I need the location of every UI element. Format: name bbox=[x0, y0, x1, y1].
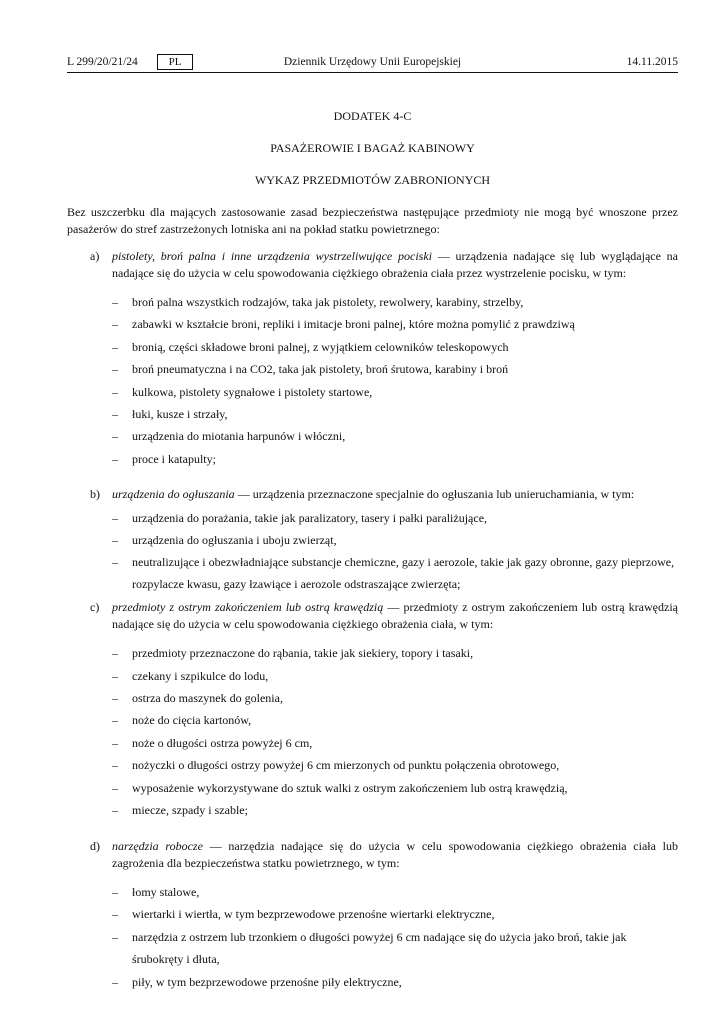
list-item-text: urządzenia do miotania harpunów i włóczni, bbox=[132, 429, 346, 444]
list-item-text: piły, w tym bezprzewodowe przenośne piły elektryczne, bbox=[132, 974, 402, 989]
list-item bbox=[112, 903, 678, 926]
list-bullet: – bbox=[112, 929, 118, 944]
header-rule bbox=[67, 72, 678, 73]
list-item bbox=[112, 665, 678, 687]
list-item-text: broń palna wszystkich rodzajów, taka jak pistolety, rewolwery, karabiny, strzelby, bbox=[132, 295, 524, 309]
list-bullet: – bbox=[112, 317, 118, 332]
list-bullet: – bbox=[112, 735, 118, 750]
section-heading bbox=[112, 486, 678, 503]
section-heading bbox=[112, 599, 678, 633]
section-label: d) bbox=[90, 838, 100, 853]
intro-paragraph: Bez uszczerbku dla mających zastosowanie zasad bezpieczeństwa następujące przedmioty nie mogą być wnoszone przez pasażerów do stref zastrzeżonych lotniska ani na pokład statku powietrznego: bbox=[67, 205, 678, 236]
list-item-text: ostrza do maszynek do golenia, bbox=[132, 691, 283, 706]
list-item-text: miecze, szpady i szable; bbox=[132, 803, 248, 818]
section-title: narzędzia robocze bbox=[112, 838, 203, 853]
journal-title: Dziennik Urzędowy Unii Europejskiej bbox=[283, 56, 462, 68]
list-item bbox=[112, 313, 678, 335]
list-bullet: – bbox=[112, 691, 118, 706]
list-item bbox=[112, 507, 678, 529]
section-heading bbox=[112, 838, 678, 872]
list-bullet: – bbox=[112, 429, 118, 444]
section-label: a) bbox=[90, 249, 100, 263]
section-title: urządzenia do ogłuszania bbox=[112, 487, 235, 502]
list-bullet: – bbox=[112, 295, 118, 309]
list-item-text: bronią, części składowe broni palnej, z wyjątkiem celowników teleskopowych bbox=[132, 339, 509, 354]
list-bullet: – bbox=[112, 884, 118, 899]
list-bullet: – bbox=[112, 974, 118, 989]
list-item bbox=[112, 754, 678, 776]
list-bullet: – bbox=[112, 533, 118, 548]
list-bullet: – bbox=[112, 758, 118, 773]
section-label: c) bbox=[90, 600, 100, 615]
section-title: przedmioty z ostrym zakończeniem lub ostrą krawędzią bbox=[112, 600, 384, 615]
list-item bbox=[112, 926, 678, 971]
list-item-text: nożyczki o długości ostrzy powyżej 6 cm mierzonych od punktu połączenia obrotowego, bbox=[132, 758, 560, 773]
item-list bbox=[112, 642, 678, 821]
list-item bbox=[112, 732, 678, 754]
section-c bbox=[67, 599, 678, 821]
list-bullet: – bbox=[112, 803, 118, 818]
list-item-text: łuki, kusze i strzały, bbox=[132, 407, 228, 422]
list-bullet: – bbox=[112, 668, 118, 683]
list-bullet: – bbox=[112, 511, 118, 526]
list-bullet: – bbox=[112, 384, 118, 399]
section-description: — narzędzia nadające się do użycia w celu spowodowania ciężkiego obrażenia ciała lub zagrożenia dla bezpieczeństwa statku powietrznego, w tym: bbox=[112, 838, 679, 870]
list-item bbox=[112, 381, 678, 403]
section-b bbox=[67, 486, 678, 595]
list-item-text: przedmioty przeznaczone do rąbania, takie jak siekiery, topory i tasaki, bbox=[132, 646, 474, 661]
list-item bbox=[112, 529, 678, 551]
document-body bbox=[67, 204, 678, 993]
list-item-text: czekany i szpikulce do lodu, bbox=[132, 668, 269, 683]
section-description: — urządzenia przeznaczone specjalnie do ogłuszania lub unieruchamiania, w tym: bbox=[234, 487, 635, 502]
list-item bbox=[112, 291, 678, 313]
list-item bbox=[112, 642, 678, 664]
section-label: b) bbox=[90, 487, 100, 502]
list-item-text: noże o długości ostrza powyżej 6 cm, bbox=[132, 735, 313, 750]
publication-date: 14.11.2015 bbox=[626, 56, 678, 68]
section-d bbox=[67, 838, 678, 994]
list-item-text: urządzenia do ogłuszania i uboju zwierząt, bbox=[132, 533, 337, 548]
page-reference: L 299/20/21/24 bbox=[67, 56, 138, 68]
list-item-text: wyposażenie wykorzystywane do sztuk walki z ostrym zakończeniem lub ostrą krawędzią, bbox=[132, 780, 568, 795]
list-item bbox=[112, 403, 678, 425]
item-list bbox=[112, 881, 678, 994]
list-bullet: – bbox=[112, 646, 118, 661]
annex-title: DODATEK 4-C bbox=[333, 109, 412, 123]
list-bullet: – bbox=[112, 555, 118, 570]
list-item bbox=[112, 777, 678, 799]
list-bullet: – bbox=[112, 339, 118, 354]
list-item-text: noże do cięcia kartonów, bbox=[132, 713, 252, 728]
list-bullet: – bbox=[112, 907, 118, 921]
list-item-text: narzędzia z ostrzem lub trzonkiem o długości powyżej 6 cm nadające się do użycia jako broń, takie jak śrubokręty i dłuta, bbox=[132, 929, 627, 966]
list-item bbox=[112, 551, 678, 595]
language-code-box: PL bbox=[157, 54, 193, 70]
list-item-text: wiertarki i wiertła, w tym bezprzewodowe przenośne wiertarki elektryczne, bbox=[132, 907, 495, 921]
list-bullet: – bbox=[112, 713, 118, 728]
annex-subtitle: PASAŻEROWIE I BAGAŻ KABINOWY bbox=[270, 141, 475, 155]
section-description: — przedmioty z ostrym zakończeniem lub ostrą krawędzią nadające się do użycia w celu spowodowania ciężkiego obrażenia ciała, w tym: bbox=[112, 600, 678, 632]
list-bullet: – bbox=[112, 407, 118, 422]
page-header bbox=[67, 55, 678, 73]
section-title: pistolety, broń palna i inne urządzenia wystrzeliwujące pociski bbox=[112, 249, 432, 263]
list-item-text: broń pneumatyczna i na CO2, taka jak pistolety, broń śrutowa, karabiny i broń bbox=[132, 362, 509, 377]
list-item bbox=[112, 971, 678, 994]
list-item bbox=[112, 709, 678, 731]
section-description: — urządzenia nadające się lub wyglądające na nadające się do użycia w celu spowodowania ciężkiego obrażenia ciała przez wystrzelenie pocisku, w tym: bbox=[112, 249, 678, 280]
list-title: WYKAZ PRZEDMIOTÓW ZABRONIONYCH bbox=[254, 173, 491, 187]
list-item bbox=[112, 881, 678, 904]
list-item-text: kulkowa, pistolety sygnałowe i pistolety startowe, bbox=[132, 384, 373, 399]
list-item bbox=[112, 687, 678, 709]
list-item bbox=[112, 799, 678, 821]
list-item-text: neutralizujące i obezwładniające substancje chemiczne, gazy i aerozole, takie jak gazy obronne, gazy pieprzowe, rozpylacze kwasu, gazy łzawiące i aerozole odstraszające zwierzęta; bbox=[132, 555, 675, 592]
list-item-text: urządzenia do porażania, takie jak paralizatory, tasery i pałki paraliżujące, bbox=[132, 511, 488, 526]
list-item bbox=[112, 448, 678, 470]
item-list bbox=[112, 291, 678, 470]
item-list bbox=[112, 507, 678, 595]
list-item bbox=[112, 336, 678, 358]
list-bullet: – bbox=[112, 362, 118, 377]
list-bullet: – bbox=[112, 780, 118, 795]
section-heading bbox=[112, 248, 678, 282]
list-item bbox=[112, 425, 678, 447]
list-item-text: łomy stalowe, bbox=[132, 884, 200, 899]
list-item bbox=[112, 358, 678, 380]
list-item-text: zabawki w kształcie broni, repliki i imitacje broni palnej, które można pomylić z prawdziwą bbox=[132, 317, 575, 332]
list-bullet: – bbox=[112, 451, 118, 466]
list-item-text: proce i katapulty; bbox=[132, 451, 216, 466]
section-a bbox=[67, 248, 678, 470]
